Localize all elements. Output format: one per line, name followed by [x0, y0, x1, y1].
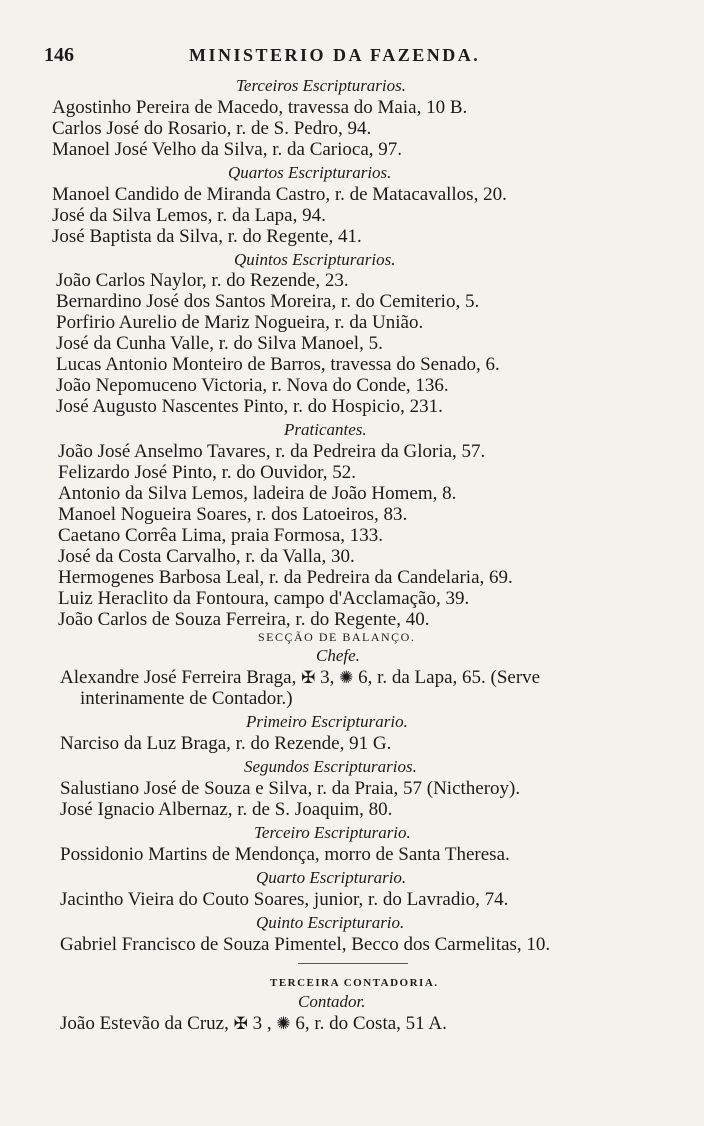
- list-item: João Nepomuceno Victoria, r. Nova do Conde, 136.: [56, 375, 449, 396]
- list-item: [60, 1013, 447, 1035]
- list-item: Hermogenes Barbosa Leal, r. da Pedreira da Candelaria, 69.: [58, 567, 513, 588]
- section-heading: Praticantes.: [284, 420, 367, 439]
- page-header: [44, 44, 504, 70]
- list-item: Gabriel Francisco de Souza Pimentel, Becco dos Carmelitas, 10.: [60, 934, 551, 955]
- section-heading: Chefe.: [316, 646, 360, 665]
- section-heading: Contador.: [298, 992, 366, 1011]
- list-item: José da Cunha Valle, r. do Silva Manoel, 5.: [56, 333, 383, 354]
- section-heading: Quintos Escripturarios.: [234, 250, 396, 269]
- entry-text: João Estevão da Cruz,: [60, 1013, 229, 1034]
- entry-text: 6, r. do Costa, 51 A.: [295, 1013, 447, 1034]
- list-item: João Carlos Naylor, r. do Rezende, 23.: [56, 270, 349, 291]
- list-item: [60, 667, 540, 689]
- divider: [298, 963, 408, 964]
- section-heading: Primeiro Escripturario.: [246, 712, 408, 731]
- section-title: SECÇÃO DE BALANÇO.: [258, 630, 416, 644]
- section-heading: Quarto Escripturario.: [256, 868, 407, 887]
- section-heading: Segundos Escripturarios.: [244, 757, 417, 776]
- section-heading: Terceiro Escripturario.: [254, 823, 411, 842]
- list-item: José Augusto Nascentes Pinto, r. do Hospicio, 231.: [56, 396, 443, 417]
- list-item: João José Anselmo Tavares, r. da Pedreira da Gloria, 57.: [58, 441, 486, 462]
- section-heading: Terceiros Escripturarios.: [236, 76, 407, 95]
- list-item: José da Silva Lemos, r. da Lapa, 94.: [52, 205, 326, 226]
- list-item: Felizardo José Pinto, r. do Ouvidor, 52.: [58, 462, 356, 483]
- list-item: José Ignacio Albernaz, r. de S. Joaquim, 80.: [60, 799, 393, 820]
- list-item: Manoel Candido de Miranda Castro, r. de Matacavallos, 20.: [52, 184, 507, 205]
- list-item: Caetano Corrêa Lima, praia Formosa, 133.: [58, 525, 384, 546]
- order-rose-icon: ✺: [276, 1014, 291, 1033]
- section-heading: Quartos Escripturarios.: [228, 163, 392, 182]
- list-item: interinamente de Contador.): [80, 688, 293, 709]
- list-item: José da Costa Carvalho, r. da Valla, 30.: [58, 546, 355, 567]
- list-item: Antonio da Silva Lemos, ladeira de João Homem, 8.: [58, 483, 457, 504]
- list-item: Bernardino José dos Santos Moreira, r. do Cemiterio, 5.: [56, 291, 480, 312]
- list-item: Manoel Nogueira Soares, r. dos Latoeiros, 83.: [58, 504, 408, 525]
- page-title: MINISTERIO DA FAZENDA.: [189, 45, 481, 65]
- list-item: João Carlos de Souza Ferreira, r. do Regente, 40.: [58, 609, 430, 630]
- page-number: 146: [44, 44, 74, 66]
- section-heading: Quinto Escripturario.: [256, 913, 405, 932]
- order-cross-icon: ✠: [233, 1014, 248, 1033]
- list-item: Porfirio Aurelio de Mariz Nogueira, r. da União.: [56, 312, 424, 333]
- section-title: TERCEIRA CONTADORIA.: [270, 977, 439, 989]
- list-item: Luiz Heraclito da Fontoura, campo d'Acclamação, 39.: [58, 588, 470, 609]
- order-cross-icon: ✠: [301, 668, 316, 687]
- order-rose-icon: ✺: [339, 668, 354, 687]
- entry-text: Alexandre José Ferreira Braga,: [60, 667, 297, 688]
- list-item: Jacintho Vieira do Couto Soares, junior, r. do Lavradio, 74.: [60, 889, 509, 910]
- entry-text: 6, r. da Lapa, 65. (Serve: [358, 667, 541, 688]
- list-item: José Baptista da Silva, r. do Regente, 41.: [52, 226, 362, 247]
- list-item: Agostinho Pereira de Macedo, travessa do Maia, 10 B.: [52, 97, 468, 118]
- entry-text: 3,: [320, 667, 335, 688]
- list-item: Narciso da Luz Braga, r. do Rezende, 91 G.: [60, 733, 392, 754]
- entry-text: 3 ,: [252, 1013, 272, 1034]
- list-item: Manoel José Velho da Silva, r. da Carioca, 97.: [52, 139, 403, 160]
- list-item: Possidonio Martins de Mendonça, morro de Santa Theresa.: [60, 844, 510, 865]
- list-item: Carlos José do Rosario, r. de S. Pedro, 94.: [52, 118, 372, 139]
- list-item: Lucas Antonio Monteiro de Barros, travessa do Senado, 6.: [56, 354, 500, 375]
- list-item: Salustiano José de Souza e Silva, r. da Praia, 57 (Nictheroy).: [60, 778, 521, 799]
